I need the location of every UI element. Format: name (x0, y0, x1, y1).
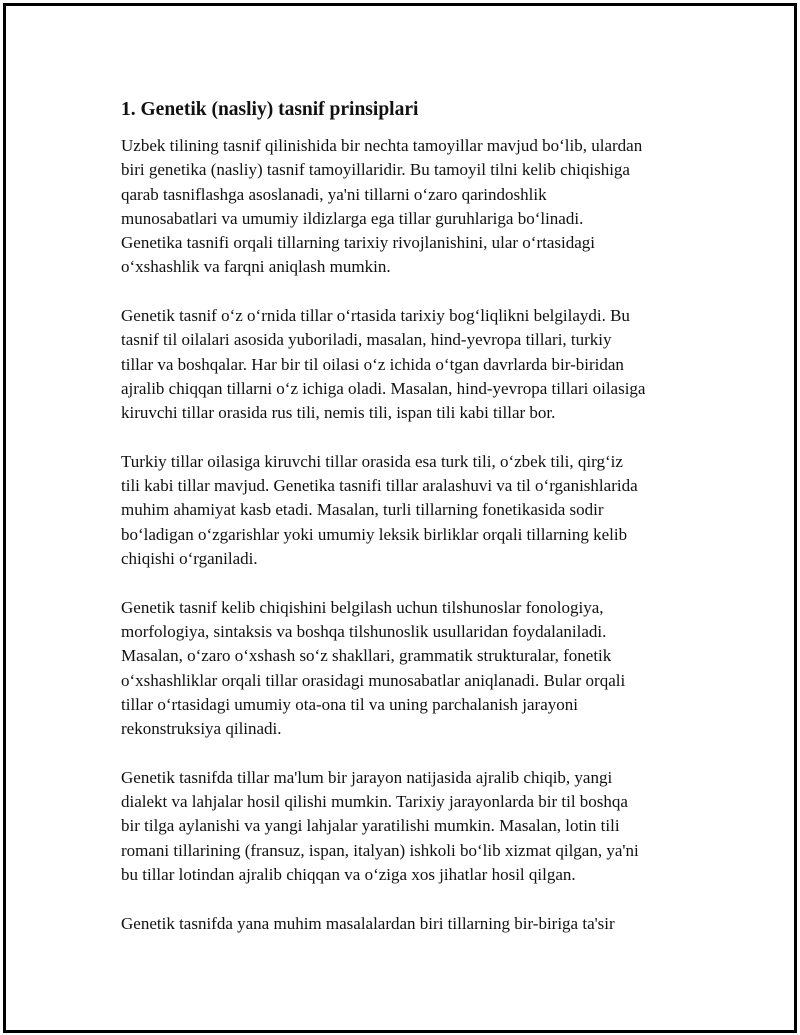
paragraph-2: Genetik tasnif o‘z o‘rnida tillar o‘rtasida tarixiy bog‘liqlikni belgilaydi. Bu tasnif til oilalari asosida yuboriladi, masalan, hind-yevropa tillari, turkiy tillar va boshqalar. Har bir til oilasi o‘z ichida o‘tgan davrlarda bir-biridan ajralib chiqqan tillarni o‘z ichiga oladi. Masalan, hind-yevropa tillari oilasiga kiruvchi tillar orasida rus tili, nemis tili, ispan tili kabi tillar bor. (121, 306, 646, 423)
section-title: 1. Genetik (nasliy) tasnif prinsiplari (121, 99, 419, 120)
paragraph-4: Genetik tasnif kelib chiqishini belgilash uchun tilshunoslar fonologiya, morfologiya, sintaksis va boshqa tilshunoslik usullaridan foydalaniladi. Masalan, o‘zaro o‘xshash so‘z shakllari, grammatik strukturalar, fonetik o‘xshashliklar orqali tillar orasidagi munosabatlar aniqlanadi. Bular orqali tillar o‘rtasidagi umumiy ota-ona til va uning parchalanish jarayoni rekonstruksiya qilinadi. (121, 597, 626, 739)
paragraph-1: Uzbek tilining tasnif qilinishida bir nechta tamoyillar mavjud bo‘lib, ulardan biri genetika (nasliy) tasnif tamoyillaridir. Bu tamoyil tilni kelib chiqishiga qarab tasniflashga asoslanadi, ya'ni tillarni o‘zaro qarindoshlik munosabatlari va umumiy ildizlarga ega tillar guruhlariga bo‘linadi. Genetika tasnifi orqali tillarning tarixiy rivojlanishini, ular o‘rtasidagi o‘xshashlik va farqni aniqlash mumkin. (121, 136, 643, 277)
paragraph-3: Turkiy tillar oilasiga kiruvchi tillar orasida esa turk tili, o‘zbek tili, qirg‘iz tili kabi tillar mavjud. Genetika tasnifi tillar aralashuvi va til o‘rganishlarida muhim ahamiyat kasb etadi. Masalan, turli tillarning fonetikasida sodir bo‘ladigan o‘zgarishlar yoki umumiy leksik birliklar orqali tillarning kelib chiqishi o‘rganiladi. (121, 451, 638, 569)
paragraph-5: Genetik tasnifda tillar ma'lum bir jarayon natijasida ajralib chiqib, yangi dialekt va lahjalar hosil qilishi mumkin. Tarixiy jarayonlarda bir til boshqa bir tilga aylanishi va yangi lahjalar yaratilishi mumkin. Masalan, lotin tili romani tillarining (fransuz, ispan, italyan) ishkoli bo‘lib xizmat qilgan, ya'ni bu tillar lotindan ajralib chiqqan va o‘ziga xos jihatlar hosil qilgan. (121, 767, 639, 884)
page-frame (3, 3, 797, 1033)
paragraph-6: Genetik tasnifda yana muhim masalalardan biri tillarning bir-biriga ta'sir (121, 913, 615, 933)
document-body (121, 98, 701, 960)
